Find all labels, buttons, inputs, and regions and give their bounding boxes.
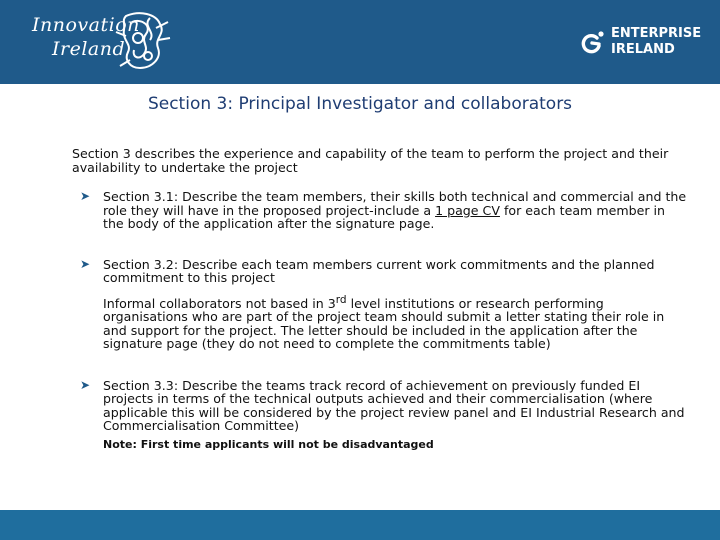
bullet-text-end: for each team member in the body of the application after the signature page. xyxy=(103,202,666,231)
bullet-label: Section 3.2 xyxy=(103,256,174,272)
bullet-section-3-3 xyxy=(72,379,687,433)
logo-word-innovation: Innovation xyxy=(32,14,140,36)
arrow-bullet-icon: ➤ xyxy=(80,189,91,203)
intro-paragraph: Section 3 describes the experience and capability of the team to perform the project and their availability to undertake the project xyxy=(72,146,669,175)
logo-word-ireland: Ireland xyxy=(52,38,126,60)
bullet-section-3-2 xyxy=(72,258,687,285)
slide-body xyxy=(72,147,687,451)
paragraph-text: Informal collaborators not based in 3 xyxy=(103,295,336,311)
header-bar xyxy=(0,0,720,84)
arrow-bullet-icon: ➤ xyxy=(80,256,91,271)
enterprise-ireland-wordmark xyxy=(611,26,701,58)
paragraph-text-end: level institutions or research performing organisations who are part of the project team should submit a letter stating their role in and support for the project. The letter should be included in the application after the signature page (they do not need to complete the commitments table) xyxy=(103,295,665,352)
bullet-label: Section 3.3 xyxy=(103,377,174,393)
collaborators-paragraph xyxy=(72,294,687,351)
arrow-bullet-icon: ➤ xyxy=(80,377,91,392)
celtic-knot-icon xyxy=(112,8,174,74)
cv-link[interactable]: 1 page CV xyxy=(435,202,500,218)
first-time-note: Note: First time applicants will not be disadvantaged xyxy=(103,437,434,451)
wordmark-line-1: ENTERPRISE xyxy=(611,26,702,41)
bullet-text: : Describe the teams track record of achievement on previously funded EI projects in terms of the technical outputs achieved and their commercialisation (where applicable this will be considered by the project review panel and EI Industrial Research and Commercialisation Committee) xyxy=(103,377,685,434)
bullet-text: : Describe each team members current work commitments and the planned commitment to this project xyxy=(103,256,655,285)
bullet-text: : Describe the team members, their skills both technical and commercial and the role they will have in the proposed project-include a xyxy=(103,189,687,218)
wordmark-line-2: IRELAND xyxy=(611,42,675,57)
enterprise-ireland-logo xyxy=(577,26,707,62)
ordinal-superscript: rd xyxy=(335,293,347,306)
enterprise-ireland-swirl-icon xyxy=(577,28,607,58)
bullet-label: Section 3.1 xyxy=(103,189,174,204)
slide-title: Section 3: Principal Investigator and collaborators xyxy=(147,94,573,114)
footer-bar xyxy=(0,510,720,540)
bullet-section-3-1 xyxy=(72,190,687,231)
innovation-ireland-logo xyxy=(26,8,176,76)
